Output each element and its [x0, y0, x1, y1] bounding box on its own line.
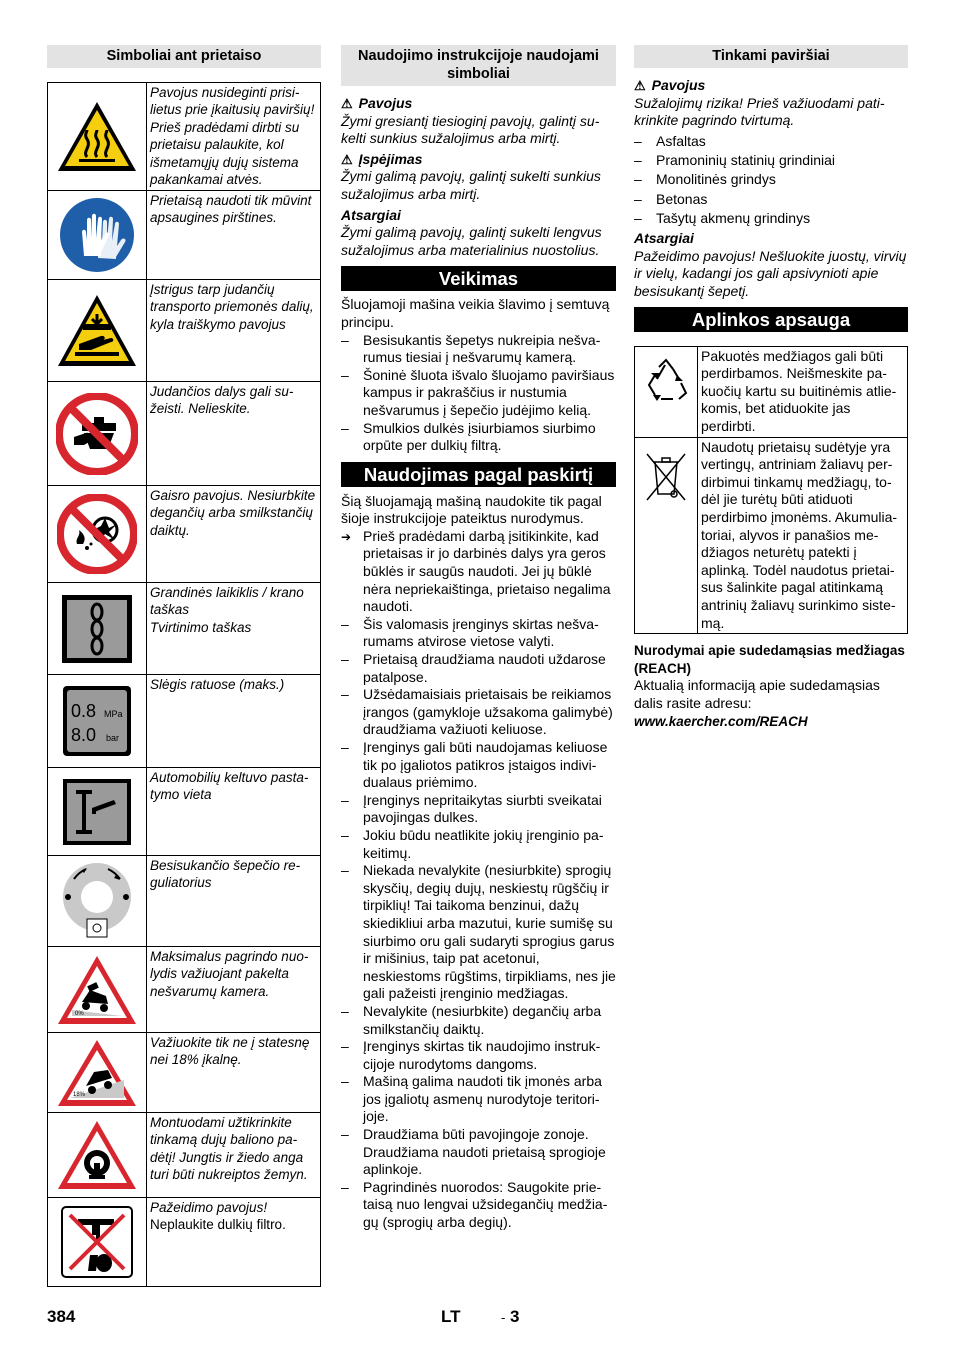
surfaces-danger-text: Sužalojimų rizika! Prieš važiuodami patikrinkite pagrindo tvirtumą.	[634, 94, 885, 129]
surfaces-caution-label: Atsargiai	[634, 230, 694, 247]
table-row	[48, 583, 321, 675]
symbol-text: Gaisro pavojus. Nesiurbkite degančių arba smilkstančių daiktų.	[147, 486, 321, 583]
table-row	[635, 437, 908, 634]
table-row	[48, 486, 321, 583]
operation-intro: Šluojamoji mašina veikia šlavimo į semtuvą principu.	[341, 296, 610, 330]
no-vacuum-burning-items-icon	[57, 494, 137, 574]
chain-hook-icon	[61, 594, 133, 664]
symbol-text: Montuodami užtikrinkite tinkamą dujų baliono padėtį! Jungtis ir žiedo anga turi būti nukreiptos žemyn.	[147, 1113, 321, 1198]
list-item: – Prietaisą draudžiama naudoti uždarose patalpose.	[341, 651, 616, 686]
gauge-value-2: 8.0	[71, 725, 97, 745]
table-row	[48, 768, 321, 856]
symbol-text: Judančios dalys gali sužeisti. Nelieskite.	[147, 382, 321, 486]
gauge-unit-1: MPa	[104, 709, 123, 719]
wear-gloves-icon	[58, 196, 136, 274]
list-item: – Jokiu būdu neatlikite jokių įrenginio pakeitimų.	[341, 827, 616, 862]
operation-list	[341, 332, 616, 455]
list-item: – Mašiną galima naudoti tik įmonės arba jos įgaliotų asmenų nurodytoje teritorijoje.	[341, 1073, 616, 1126]
crush-hazard-warning-icon	[55, 292, 139, 370]
symbol-text	[147, 583, 321, 675]
crossed-bin-icon	[641, 448, 691, 504]
symbol-text-line: Grandinės laikiklis / krano taškas	[150, 585, 304, 618]
caution-label: Atsargiai	[341, 206, 401, 223]
list-item: – Asfaltas	[634, 132, 908, 151]
list-item: – Nevalykite (nesiurbkite) degančių arba smilkstančių daiktų.	[341, 1003, 616, 1038]
list-item: – Įrenginys nepritaikytas siurbti sveikatai pavojingas dulkes.	[341, 792, 616, 827]
list-item-arrow: ➔ Prieš pradėdami darbą įsitikinkite, kad prietaisas ir jo darbinės dalys yra geros būklės ir saugūs naudoti. Jei jų būklė nėra nepriekaištinga, prietaiso negalima naudoti.	[341, 528, 616, 616]
list-item: – Tašytų akmenų grindinys	[634, 209, 908, 228]
surfaces-caution-text: Pažeidimo pavojus! Nešluokite juostų, virvių ir vielų, kadangi jos gali apsivynioti apie besisukantį šepetį.	[634, 247, 907, 300]
table-row	[48, 675, 321, 768]
table-row	[48, 1113, 321, 1198]
list-item: – Betonas	[634, 190, 908, 209]
table-row	[48, 856, 321, 947]
table-row	[48, 947, 321, 1033]
symbol-text: Slėgis ratuose (maks.)	[147, 675, 321, 768]
section-page-number: 3	[510, 1307, 520, 1326]
car-jack-point-icon	[62, 778, 132, 846]
list-item: – Besisukantis šepetys nukreipia nešvarumus tiesiai į nešvarumų kamerą.	[341, 332, 616, 367]
page-number: 384	[47, 1307, 76, 1326]
recycle-icon	[641, 357, 691, 407]
symbol-text: Prietaisą naudoti tik mūvint apsaugines pirštines.	[147, 191, 321, 280]
table-row	[635, 346, 908, 437]
intended-use-intro: Šią šluojamąją mašiną naudokite tik pagal šioje instrukcijoje pateiktus nurodymus.	[341, 492, 602, 527]
list-item: – Smulkios dulkės įsiurbiamos siurbimo orpūte per dulkių filtrą.	[341, 420, 616, 455]
list-item: – Pagrindinės nuorodos: Saugokite prietaisą nuo lengvai užsidegančių medžiagų (sprogių arba degių).	[341, 1179, 616, 1232]
list-item: – Įrenginys gali būti naudojamas keliuose tik po įgaliotos patikros įstaigos individualaus priėmimo.	[341, 739, 616, 792]
symbol-text-line: Neplaukite dulkių filtro.	[150, 1217, 286, 1233]
symbol-text	[147, 1198, 321, 1287]
surfaces-danger-label: ⚠ Pavojus	[634, 77, 908, 95]
slope-badge: 18%	[73, 1091, 86, 1098]
pressure-gauge-icon	[62, 685, 132, 757]
gas-cylinder-warning-icon	[56, 1119, 138, 1191]
table-row	[48, 382, 321, 486]
max-slope-18-icon	[56, 1038, 138, 1108]
symbol-text: Besisukančio šepečio reguliatorius	[147, 856, 321, 947]
list-item: – Įrenginys skirtas tik naudojimo instrukcijoje nurodytoms dangoms.	[341, 1038, 616, 1073]
max-slope-raised-container-icon	[56, 954, 138, 1026]
intended-use-title: Naudojimas pagal paskirtį	[341, 462, 616, 487]
intended-use-list	[341, 528, 616, 1232]
symbol-text: Važiuokite tik ne į statesnę nei 18% įkalnę.	[147, 1033, 321, 1113]
footer-separator: -	[501, 1310, 506, 1325]
do-not-touch-moving-parts-icon	[56, 393, 138, 475]
environment-table	[634, 346, 908, 635]
reach-title: Nurodymai apie sudedamąsias medžiagas (REACH)	[634, 643, 905, 676]
symbol-text-line: Tvirtinimo taškas	[150, 619, 252, 635]
symbol-text: Pavojus nusideginti prisilietus prie įkaitusių paviršių! Prieš pradėdami dirbti su prietaisu palaukite, kol išmetamųjų dujų sistema pakankamai atvės.	[147, 83, 321, 191]
list-item: – Pramoninių statinių grindiniai	[634, 151, 908, 170]
no-washing-filter-icon	[60, 1205, 134, 1279]
symbols-heading: Simboliai ant prietaiso	[47, 45, 321, 68]
brush-regulator-icon	[58, 861, 136, 941]
table-row	[48, 191, 321, 280]
table-row	[48, 1198, 321, 1287]
environment-text: Pakuotės medžiagos gali būti perdirbamos. Neišmeskite pakuočių kartu su buitinėmis atliekomis, bet atiduokite jas perdirbti.	[698, 346, 908, 437]
table-row	[48, 280, 321, 382]
symbol-text-warning: Pažeidimo pavojus!	[150, 1200, 268, 1215]
symbols-column	[47, 45, 321, 1287]
reach-link[interactable]: www.kaercher.com/REACH	[634, 713, 808, 729]
environment-title: Aplinkos apsauga	[634, 307, 908, 332]
surfaces-list	[634, 132, 908, 228]
usage-column	[341, 45, 616, 1232]
reach-text: Aktualią informaciją apie sudedamąsias dalis rasite adresu:	[634, 677, 880, 711]
danger-label: ⚠ Pavojus	[341, 95, 616, 113]
table-row	[48, 1033, 321, 1113]
table-row	[48, 83, 321, 191]
surfaces-heading: Tinkami paviršiai	[634, 45, 908, 68]
symbol-text: Maksimalus pagrindo nuolydis važiuojant pakelta nešvarumų kamera.	[147, 947, 321, 1033]
symbol-text: Automobilių keltuvo pastatymo vieta	[147, 768, 321, 856]
symbols-table	[47, 82, 321, 1287]
language-code: LT	[441, 1307, 461, 1326]
gauge-value-1: 0.8	[71, 701, 97, 721]
symbol-text: Įstrigus tarp judančių transporto priemonės dalių, kyla traiškymo pavojus	[147, 280, 321, 382]
caution-text: Žymi galimą pavojų, galintį sukelti lengvus sužalojimus arba materialinius nuostolius.	[341, 224, 602, 258]
manual-symbols-heading: Naudojimo instrukcijoje naudojami simboliai	[341, 45, 616, 86]
list-item: – Draudžiama būti pavojingoje zonoje. Draudžiama naudoti prietaisą sprogioje aplinkoje.	[341, 1126, 616, 1179]
environment-text: Naudotų prietaisų sudėtyje yra vertingų, antriniam žaliavų perdirbimui tinkamų medžiagų, todėl jie turėtų būti atiduoti perdirbimo įmonėms. Akumuliatoriai, alyvos ir panašios medžiagos neturėtų patekti į aplinką. Todėl naudotus prietaisus šalinkite pagal atitinkamą antrinių žaliavų surinkimo sistemą.	[698, 437, 908, 634]
slope-badge: 0%	[75, 1010, 84, 1017]
operation-title: Veikimas	[341, 266, 616, 291]
gauge-unit-2: bar	[106, 733, 120, 743]
list-item: – Monolitinės grindys	[634, 170, 908, 189]
surfaces-column	[634, 45, 908, 730]
warning-label: ⚠ Įspėjimas	[341, 151, 616, 169]
list-item: – Niekada nevalykite (nesiurbkite) sprogių skysčių, degių dujų, neskiestų rūgščių ir tirpiklių! Tai taikoma benzinui, dažų skiedikliui arba mazutui, kurie sumišę su siurbimo oru gali sudaryti sprogius garus ir mišinius, taip pat acetonui, neskiestoms rūgštims, tirpikliams, nes jie gali pažeisti įrenginio medžiagas.	[341, 862, 616, 1003]
list-item: – Šoninė šluota išvalo šluojamo paviršiaus kampus ir pakraščius ir nustumia nešvarumus į šepečio judėjimo kelią.	[341, 367, 616, 420]
list-item: – Užsėdamaisiais prietaisais be reikiamos įrangos (gamykloje užsakoma galimybė) draudžiama važiuoti keliuose.	[341, 686, 616, 739]
hot-surface-warning-icon	[55, 99, 139, 175]
danger-text: Žymi gresiantį tiesioginį pavojų, galintį sukelti sunkius sužalojimus arba mirtį.	[341, 112, 600, 147]
list-item: – Šis valomasis įrenginys skirtas nešvarumams atvirose vietose valyti.	[341, 616, 616, 651]
warning-text: Žymi galimą pavojų, galintį sukelti sunkius sužalojimus arba mirtį.	[341, 168, 601, 202]
